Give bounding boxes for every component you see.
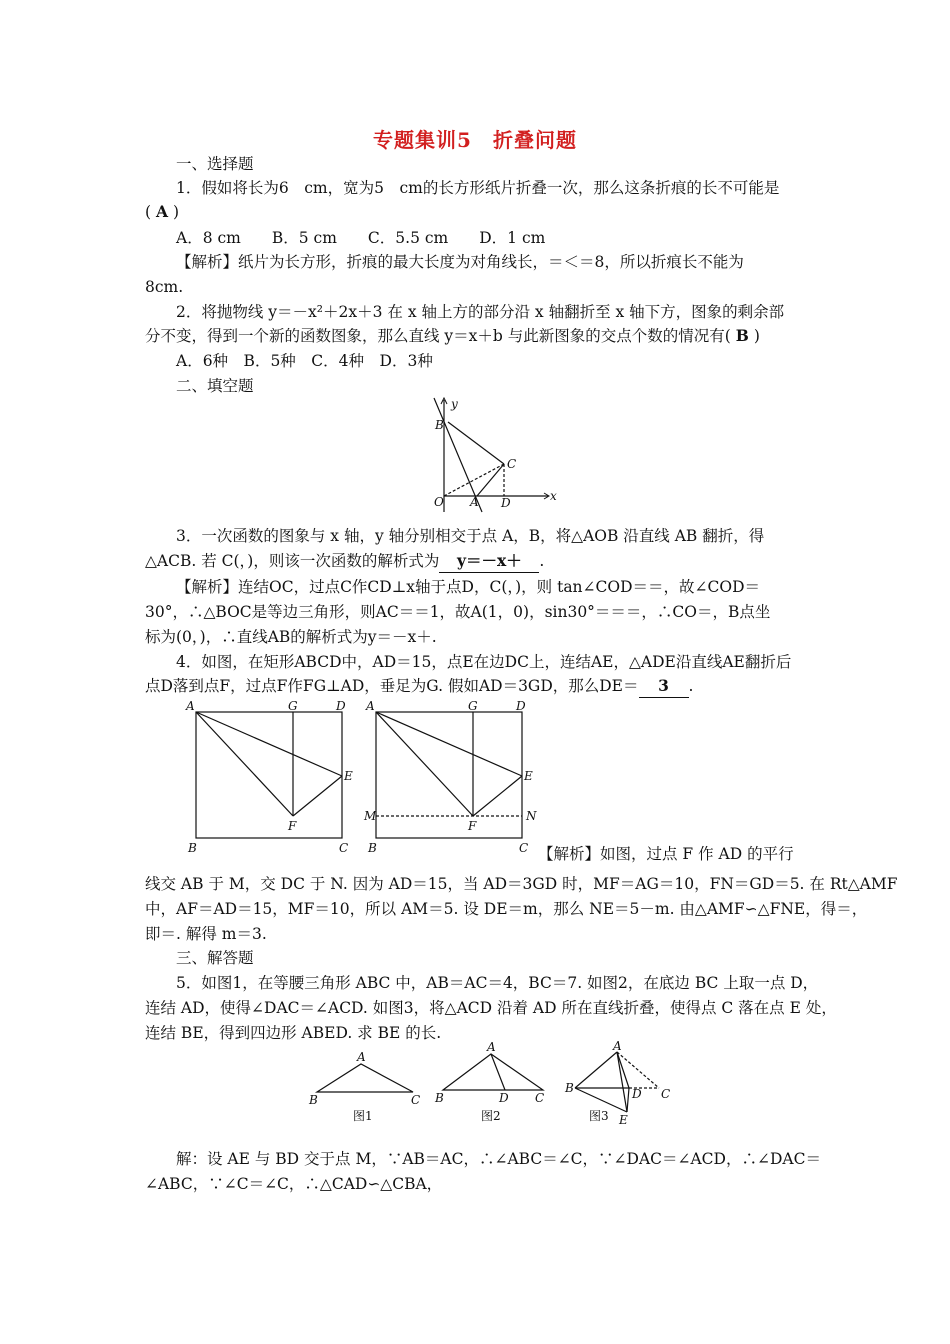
question-4-answer-line: 点D落到点F，过点F作FG⊥AD，垂足为G. 假如AD＝3GD，那么DE＝ 3 . <box>145 675 693 698</box>
label-b: B <box>565 1081 574 1095</box>
label-b: B <box>435 1091 444 1105</box>
label-d: D <box>336 699 346 713</box>
question-3-explanation-cont: 30°，∴△BOC是等边三角形，则AC＝＝1，故A(1，0)，sin30°＝＝＝，∴CO＝，B点坐 <box>145 603 771 621</box>
label-f: F <box>468 819 477 833</box>
label-b: B <box>368 841 377 855</box>
label-c: C <box>507 457 517 471</box>
label-n: N <box>526 809 537 823</box>
label-d: D <box>501 496 511 510</box>
solution-text: 解：设 AE 与 BD 交于点 M，∵AB＝AC，∴∠ABC＝∠C，∵∠DAC＝∠ACD，∴∠DAC＝ <box>176 1150 821 1168</box>
segment-oc <box>444 464 504 496</box>
question-5-text-cont: 连结 AD，使得∠DAC＝∠ACD. 如图3，将△ACD 沿着 AD 所在直线折叠，使得点 C 落在点 E 处， <box>145 999 837 1017</box>
label-c: C <box>661 1087 671 1101</box>
question-3-answer-line: △ACB. 若 C(，)，则该一次函数的解析式为 y＝－x＋ . <box>145 550 544 573</box>
section-heading: 三、解答题 <box>176 949 254 967</box>
question-1-text: 1．假如将长为6 cm，宽为5 cm的长方形纸片折叠一次，那么这条折痕的长不可能是 <box>176 179 780 197</box>
section-heading: 一、选择题 <box>176 155 254 173</box>
label-d: D <box>499 1091 509 1105</box>
question-2-answer-line: 分不变，得到一个新的函数图象，那么直线 y＝x＋b 与此新图象的交点个数的情况有( B ) <box>145 326 760 345</box>
segment-ab-fig3 <box>575 1052 617 1088</box>
question-2-text: 2．将抛物线 y＝－x²＋2x＋3 在 x 轴上方的部分沿 x 轴翻折至 x 轴下方，图象的剩余部 <box>176 303 785 321</box>
figure-caption: 图2 <box>481 1109 501 1123</box>
rectangle-abcd <box>196 712 342 838</box>
label-e: E <box>524 769 533 783</box>
rectangle-abcd <box>376 712 522 838</box>
question-1-explanation: 【解析】纸片为长方形，折痕的最大长度为对角线长，＝＜＝8，所以折痕长不能为 <box>176 253 744 271</box>
label-d: D <box>632 1087 642 1101</box>
figure-caption: 图1 <box>353 1109 373 1123</box>
question-4-answer: 3 <box>639 675 689 698</box>
segment-ca <box>477 464 504 496</box>
label-g: G <box>288 699 298 713</box>
segment-ad-fig3 <box>617 1052 629 1088</box>
segment-de-fig3 <box>627 1088 629 1112</box>
question-2-answer: B <box>735 326 749 345</box>
label-e: E <box>619 1113 628 1126</box>
label-m: M <box>364 809 377 823</box>
segment-bc <box>448 422 504 464</box>
question-4-figure-right <box>362 698 542 858</box>
label-b: B <box>435 418 444 432</box>
question-3-text: 3．一次函数的图象与 x 轴，y 轴分别相交于点 A，B，将△AOB 沿直线 AB 翻折，得 <box>176 527 765 545</box>
label-o: O <box>434 495 444 509</box>
question-5-figures <box>305 1040 675 1126</box>
label-a: A <box>186 699 195 713</box>
question-1-options: A．8 cm B．5 cm C．5.5 cm D．1 cm <box>176 229 546 247</box>
label-c: C <box>535 1091 545 1105</box>
segment-af <box>196 712 293 816</box>
question-5-text: 5．如图1，在等腰三角形 ABC 中，AB＝AC＝4，BC＝7. 如图2，在底边 BC 上取一点 D， <box>176 974 819 992</box>
question-3-explanation: 【解析】连结OC，过点C作CD⊥x轴于点D，C(，)，则 tan∠COD＝＝，故∠COD＝ <box>176 578 761 596</box>
question-1-explanation-cont: 8cm. <box>145 278 184 296</box>
question-3-figure <box>420 392 560 514</box>
label-x: x <box>550 489 557 503</box>
question-4-text: 4．如图，在矩形ABCD中，AD＝15，点E在边DC上，连结AE，△ADE沿直线AE翻折后 <box>176 653 792 671</box>
label-a: A <box>357 1050 366 1064</box>
solution-text-cont: ∠ABC，∵∠C＝∠C，∴△CAD∽△CBA， <box>145 1175 443 1193</box>
triangle-fig1 <box>317 1064 413 1092</box>
label-f: F <box>288 819 297 833</box>
label-d: D <box>516 699 526 713</box>
segment-fe <box>293 776 342 816</box>
page-title: 专题集训5 折叠问题 <box>373 128 577 152</box>
label-b: B <box>309 1093 318 1107</box>
question-4-explanation-cont2: 中，AF＝AD＝15，MF＝10，所以 AM＝5. 设 DE＝m，那么 NE＝5－m. 由△AMF∽△FNE，得＝， <box>145 900 868 918</box>
question-3-answer: y＝－x＋ <box>439 550 539 573</box>
label-a: A <box>613 1040 622 1053</box>
segment-ae-fig3 <box>617 1052 627 1112</box>
question-2-options: A．6种 B．5种 C．4种 D．3种 <box>176 352 433 370</box>
question-4-explanation: 【解析】如图，过点 F 作 AD 的平行 <box>538 845 794 863</box>
label-b: B <box>188 841 197 855</box>
label-c: C <box>411 1093 421 1107</box>
segment-ae <box>196 712 342 776</box>
section-heading: 二、填空题 <box>176 377 254 395</box>
label-y: y <box>451 397 458 411</box>
label-e: E <box>344 769 353 783</box>
label-a: A <box>366 699 375 713</box>
label-g: G <box>468 699 478 713</box>
segment-fe <box>473 776 522 816</box>
question-1-answer: A <box>156 202 169 221</box>
question-4-figure-left <box>182 698 354 858</box>
question-3-explanation-end: 标为(0，)，∴直线AB的解析式为y＝－x＋. <box>145 628 437 646</box>
segment-af <box>376 712 473 816</box>
label-a: A <box>470 495 479 509</box>
label-a: A <box>487 1040 496 1054</box>
figure-caption: 图3 <box>589 1109 609 1123</box>
question-4-explanation-end: 即＝. 解得 m＝3. <box>145 925 267 943</box>
segment-ae <box>376 712 522 776</box>
label-c: C <box>339 841 349 855</box>
question-5-text-end: 连结 BE，得到四边形 ABED. 求 BE 的长. <box>145 1024 442 1042</box>
question-4-explanation-cont: 线交 AB 于 M，交 DC 于 N. 因为 AD＝15，当 AD＝3GD 时，MF＝AG＝10，FN＝GD＝5. 在 Rt△AMF <box>145 875 898 893</box>
question-1-answer-line: ( A ) <box>145 202 180 221</box>
label-c: C <box>519 841 529 855</box>
